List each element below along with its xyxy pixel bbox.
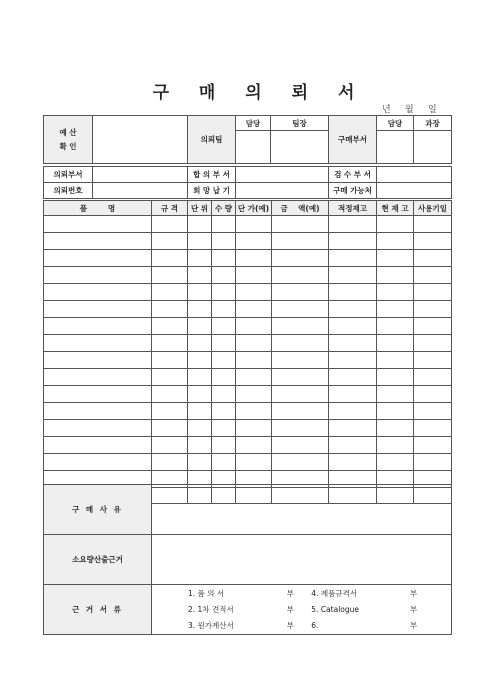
item-cell[interactable] [236,216,272,233]
item-cell[interactable] [212,301,236,318]
docs-cell [152,585,452,635]
bottom-table [43,484,452,635]
doc-left-unit: 부 [286,589,294,598]
item-cell[interactable] [272,301,329,318]
item-cell[interactable] [188,318,212,335]
request-no-label: 의뢰번호 [44,183,93,199]
item-cell[interactable] [329,403,377,420]
item-cell[interactable] [152,267,188,284]
item-cell[interactable] [44,352,152,369]
item-cell[interactable] [329,216,377,233]
item-cell[interactable] [414,267,452,284]
budget-check-label: 예 산 확 인 [44,116,93,164]
purchase-charge-label: 담당 [377,116,414,131]
item-cell[interactable] [188,233,212,250]
item-cell[interactable] [212,437,236,454]
item-cell[interactable] [236,454,272,471]
item-cell[interactable] [44,284,152,301]
item-cell[interactable] [272,233,329,250]
item-cell[interactable] [188,454,212,471]
item-cell[interactable] [414,284,452,301]
item-cell[interactable] [272,318,329,335]
manager-label: 과장 [414,116,452,131]
item-cell[interactable] [377,352,414,369]
request-team-label: 의뢰팀 [188,116,236,164]
item-cell[interactable] [152,420,188,437]
budget-check-field[interactable] [93,116,188,164]
item-cell[interactable] [377,420,414,437]
doc-right-unit: 부 [409,605,418,614]
col-spec: 규 격 [152,201,188,216]
item-cell[interactable] [236,233,272,250]
date-day: 일 [428,105,437,115]
item-cell[interactable] [188,437,212,454]
vendor-field[interactable] [377,183,452,199]
item-cell[interactable] [272,216,329,233]
table-row [44,301,452,318]
doc-right-unit: 부 [409,621,418,630]
item-cell[interactable] [236,403,272,420]
table-row [44,284,452,301]
item-cell[interactable] [188,301,212,318]
item-cell[interactable] [414,386,452,403]
item-cell[interactable] [236,267,272,284]
item-cell[interactable] [377,267,414,284]
col-item-name: 품 명 [44,201,152,216]
inspect-dept-label: 검 수 부 서 [329,167,377,183]
item-cell[interactable] [377,437,414,454]
item-cell[interactable] [212,284,236,301]
item-cell[interactable] [212,369,236,386]
item-cell[interactable] [377,301,414,318]
col-unit-price: 단 가(예) [236,201,272,216]
doc-row [188,586,451,602]
table-row [44,437,452,454]
item-cell[interactable] [329,250,377,267]
reason-label: 구 매 사 유 [44,485,152,535]
item-cell[interactable] [212,454,236,471]
item-cell[interactable] [329,318,377,335]
item-cell[interactable] [329,301,377,318]
table-row [44,267,452,284]
item-cell[interactable] [272,403,329,420]
inspect-dept-field[interactable] [377,167,452,183]
item-cell[interactable] [377,386,414,403]
item-cell[interactable] [236,420,272,437]
item-cell[interactable] [414,403,452,420]
table-row [44,454,452,471]
doc-row [188,618,451,634]
table-row [44,233,452,250]
item-cell[interactable] [236,250,272,267]
table-row [44,403,452,420]
item-cell[interactable] [377,284,414,301]
item-cell[interactable] [44,403,152,420]
agree-dept-label: 합 의 부 서 [188,167,236,183]
item-cell[interactable] [377,369,414,386]
item-cell[interactable] [272,284,329,301]
item-cell[interactable] [152,352,188,369]
doc-right: 4. 제품규격서 [311,589,358,598]
item-cell[interactable] [414,352,452,369]
item-cell[interactable] [377,335,414,352]
vendor-label: 구매 가능처 [329,183,377,199]
item-cell[interactable] [212,335,236,352]
item-cell[interactable] [272,267,329,284]
item-cell[interactable] [152,335,188,352]
item-cell[interactable] [188,250,212,267]
doc-row [188,602,451,618]
item-cell[interactable] [152,284,188,301]
col-unit: 단 위 [188,201,212,216]
item-cell[interactable] [236,301,272,318]
table-row [44,369,452,386]
item-cell[interactable] [44,420,152,437]
item-cell[interactable] [152,369,188,386]
item-cell[interactable] [212,267,236,284]
item-cell[interactable] [152,301,188,318]
item-cell[interactable] [414,369,452,386]
item-cell[interactable] [212,403,236,420]
item-cell[interactable] [236,369,272,386]
approval-table [43,115,452,164]
item-cell[interactable] [272,386,329,403]
info-table [43,166,452,199]
item-cell[interactable] [329,352,377,369]
purchase-dept-label: 구매부서 [329,116,377,164]
basis-label: 소요량산출근거 [44,535,152,585]
col-qty: 수 량 [212,201,236,216]
item-cell[interactable] [152,454,188,471]
date-line [382,102,451,115]
manager-sign-field[interactable] [414,131,452,164]
item-cell[interactable] [272,335,329,352]
item-cell[interactable] [152,233,188,250]
docs-list [188,586,451,634]
docs-label: 근 거 서 류 [44,585,152,635]
desired-date-label: 희 망 납 기 [188,183,236,199]
item-cell[interactable] [212,233,236,250]
table-row [44,335,452,352]
item-cell[interactable] [188,267,212,284]
item-cell[interactable] [44,216,152,233]
col-use-date: 사용기일 [414,201,452,216]
items-header-row [44,201,452,216]
item-cell[interactable] [188,216,212,233]
date-year: 년 [382,105,391,115]
item-cell[interactable] [377,233,414,250]
item-cell[interactable] [377,250,414,267]
item-cell[interactable] [44,369,152,386]
item-cell[interactable] [44,454,152,471]
items-table [43,200,452,504]
table-row [44,318,452,335]
item-cell[interactable] [377,403,414,420]
agree-dept-field[interactable] [236,167,329,183]
item-cell[interactable] [329,369,377,386]
item-cell[interactable] [152,318,188,335]
doc-right-unit: 부 [409,589,418,598]
item-cell[interactable] [188,420,212,437]
item-cell[interactable] [414,301,452,318]
item-cell[interactable] [188,369,212,386]
charge-label: 담당 [236,116,271,131]
doc-right: 6. [311,621,319,630]
item-cell[interactable] [236,437,272,454]
item-cell[interactable] [414,454,452,471]
item-cell[interactable] [329,437,377,454]
item-cell[interactable] [414,318,452,335]
col-current-stock: 현 재 고 [377,201,414,216]
request-no-field[interactable] [93,183,188,199]
item-cell[interactable] [414,216,452,233]
item-cell[interactable] [272,437,329,454]
page-title: 구 매 의 뢰 서 [152,83,367,103]
item-cell[interactable] [236,318,272,335]
item-cell[interactable] [414,420,452,437]
item-cell[interactable] [188,386,212,403]
item-cell[interactable] [414,250,452,267]
item-cell[interactable] [44,250,152,267]
doc-right: 5. Catalogue [311,605,359,614]
doc-left-unit: 부 [286,605,294,614]
item-cell[interactable] [152,250,188,267]
item-cell[interactable] [414,233,452,250]
table-row [44,420,452,437]
item-cell[interactable] [329,386,377,403]
item-cell[interactable] [44,335,152,352]
item-cell[interactable] [329,454,377,471]
item-cell[interactable] [236,352,272,369]
reason-field[interactable] [152,485,452,535]
item-cell[interactable] [44,386,152,403]
item-cell[interactable] [272,352,329,369]
item-cell[interactable] [329,233,377,250]
doc-left-unit: 부 [286,621,294,630]
request-dept-field[interactable] [93,167,188,183]
basis-field[interactable] [152,535,452,585]
item-cell[interactable] [212,318,236,335]
item-cell[interactable] [188,335,212,352]
item-cell[interactable] [329,420,377,437]
col-proper-stock: 적정재고 [329,201,377,216]
date-month: 월 [405,105,414,115]
item-cell[interactable] [414,437,452,454]
doc-left: 2. 1차 견적서 [188,605,234,614]
item-cell[interactable] [272,369,329,386]
item-cell[interactable] [152,216,188,233]
item-cell[interactable] [212,352,236,369]
item-cell[interactable] [329,335,377,352]
item-cell[interactable] [152,403,188,420]
item-cell[interactable] [44,267,152,284]
item-cell[interactable] [377,454,414,471]
item-cell[interactable] [212,420,236,437]
item-cell[interactable] [188,403,212,420]
item-cell[interactable] [414,335,452,352]
team-leader-label: 팀장 [271,116,329,131]
item-cell[interactable] [44,233,152,250]
col-amount: 금 액(예) [272,201,329,216]
item-cell[interactable] [212,216,236,233]
item-cell[interactable] [272,250,329,267]
item-cell[interactable] [212,250,236,267]
item-cell[interactable] [377,318,414,335]
item-cell[interactable] [329,267,377,284]
item-cell[interactable] [152,437,188,454]
doc-left: 1. 품 의 서 [188,589,225,598]
item-cell[interactable] [44,318,152,335]
table-row [44,250,452,267]
doc-left: 3. 원가계산서 [188,621,234,630]
desired-date-field[interactable] [236,183,329,199]
item-cell[interactable] [272,420,329,437]
item-cell[interactable] [212,386,236,403]
purchase-charge-sign-field[interactable] [377,131,414,164]
item-cell[interactable] [152,386,188,403]
table-row [44,216,452,233]
team-leader-sign-field[interactable] [271,131,329,164]
item-cell[interactable] [236,284,272,301]
item-cell[interactable] [44,437,152,454]
item-cell[interactable] [272,454,329,471]
item-cell[interactable] [377,216,414,233]
item-cell[interactable] [188,284,212,301]
item-cell[interactable] [329,284,377,301]
item-cell[interactable] [236,335,272,352]
request-dept-label: 의뢰부서 [44,167,93,183]
charge-sign-field[interactable] [236,131,271,164]
table-row [44,352,452,369]
table-row [44,386,452,403]
item-cell[interactable] [188,352,212,369]
item-cell[interactable] [236,386,272,403]
item-cell[interactable] [44,301,152,318]
